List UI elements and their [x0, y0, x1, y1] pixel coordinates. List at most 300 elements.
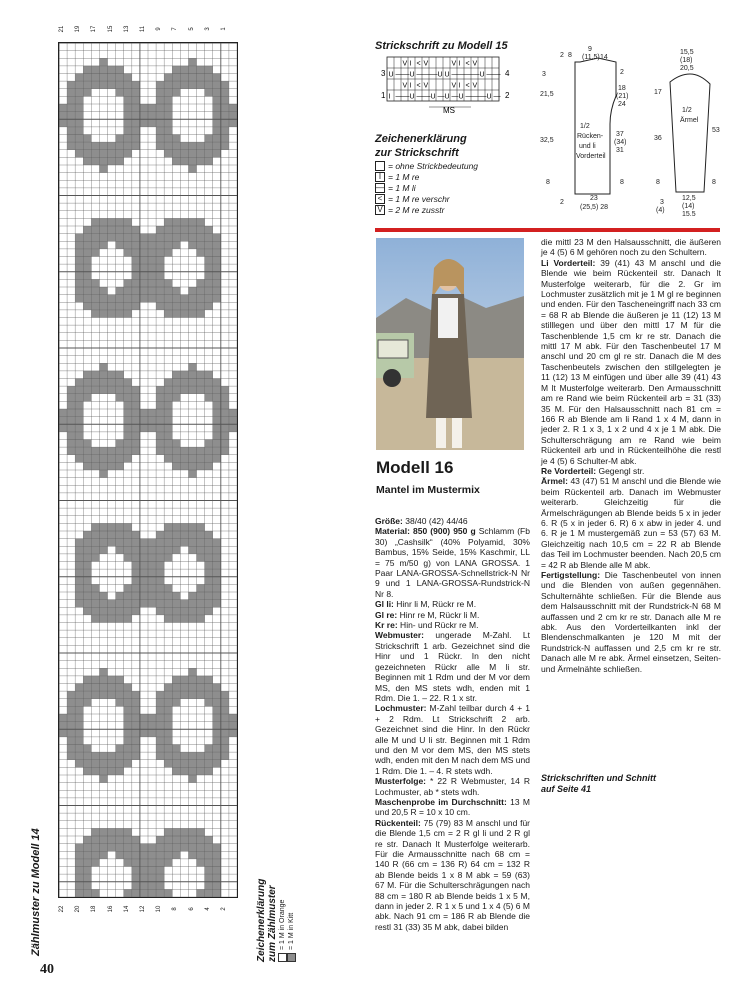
chart-cell-filled — [124, 279, 132, 287]
chart-cell-filled — [205, 462, 213, 470]
strick-symbol: V — [402, 60, 408, 68]
chart-cell-filled — [99, 607, 107, 615]
chart-cell-filled — [213, 447, 221, 455]
chart-cell-filled — [205, 562, 213, 570]
chart-cell-filled — [140, 851, 148, 859]
chart-cell-filled — [99, 851, 107, 859]
chart-cell-filled — [140, 257, 148, 265]
chart-cell-filled — [180, 684, 188, 692]
strick-legend-item-empty: = ohne Strickbedeutung — [375, 161, 535, 171]
svg-text:37: 37 — [616, 131, 624, 138]
chart-cell-filled — [99, 241, 107, 249]
chart-cell-filled — [75, 81, 83, 89]
chart-cell-filled — [116, 592, 124, 600]
chart-cell-filled — [124, 234, 132, 242]
chart-cell-filled — [108, 142, 116, 150]
chart-cell-filled — [221, 119, 229, 127]
chart-cell-filled — [156, 836, 164, 844]
chart-cell-filled — [116, 851, 124, 859]
chart-cell-filled — [164, 600, 172, 608]
chart-cell-filled — [140, 844, 148, 852]
chart-cell-filled — [116, 607, 124, 615]
svg-text:(18): (18) — [680, 57, 693, 64]
chart-cell-filled — [75, 241, 83, 249]
chart-cell-filled — [205, 844, 213, 852]
chart-cell-filled — [75, 706, 83, 714]
chart-cell-filled — [213, 539, 221, 547]
chart-cell-filled — [188, 836, 196, 844]
svg-text:12,5: 12,5 — [682, 195, 696, 202]
chart-cell-filled — [116, 600, 124, 608]
chart-cell-filled — [108, 539, 116, 547]
chart-cell-filled — [197, 607, 205, 615]
chart-cell-filled — [132, 706, 140, 714]
chart-cell-filled — [67, 424, 75, 432]
chart-cell-filled — [132, 882, 140, 890]
chart-cell-filled — [172, 241, 180, 249]
chart-cell-filled — [164, 546, 172, 554]
chart-cell-filled — [180, 74, 188, 82]
chart-cell-filled — [213, 882, 221, 890]
chart-cell-filled — [124, 600, 132, 608]
chart-cell-filled — [221, 135, 229, 143]
chart-cell-filled — [148, 264, 156, 272]
chart-cell-filled — [108, 600, 116, 608]
chart-cell-filled — [213, 417, 221, 425]
chart-cell-filled — [172, 74, 180, 82]
chart-cell-filled — [99, 386, 107, 394]
chart-cell-filled — [197, 226, 205, 234]
chart-cell-filled — [148, 577, 156, 585]
strick-legend-item-re: I = 1 M re — [375, 172, 535, 182]
chart-cell-filled — [67, 112, 75, 120]
chart-cell-filled — [83, 539, 91, 547]
chart-cell-filled — [67, 89, 75, 97]
chart-top-number: 19 — [75, 25, 82, 33]
chart-cell-filled — [164, 401, 172, 409]
chart-cell-filled — [197, 523, 205, 531]
chart-top-column-numbers — [58, 22, 238, 40]
chart-cell-filled — [75, 127, 83, 135]
model-title: Modell 16 — [376, 458, 454, 477]
chart-cell-filled — [75, 455, 83, 463]
chart-cell-filled — [83, 440, 91, 448]
chart-cell-filled — [213, 96, 221, 104]
chart-cell-filled — [221, 386, 229, 394]
chart-cell-filled — [164, 295, 172, 303]
chart-cell-filled — [205, 157, 213, 165]
chart-cell-filled — [164, 119, 172, 127]
chart-cell-filled — [172, 615, 180, 623]
chart-cell-filled — [91, 691, 99, 699]
strick-symbol: U — [444, 93, 450, 101]
chart-cell-filled — [140, 600, 148, 608]
chart-cell-filled — [124, 424, 132, 432]
chart-cell-filled — [83, 889, 91, 897]
chart-cell-filled — [221, 440, 229, 448]
chart-cell-filled — [156, 257, 164, 265]
chart-cell-filled — [116, 767, 124, 775]
chart-cell-filled — [213, 127, 221, 135]
chart-cell-filled — [229, 729, 237, 737]
chart-cell-filled — [180, 218, 188, 226]
chart-cell-filled — [140, 889, 148, 897]
chart-cell-filled — [132, 135, 140, 143]
chart-cell-filled — [156, 851, 164, 859]
chart-cell-filled — [75, 142, 83, 150]
chart-cell-filled — [229, 104, 237, 112]
chart-cell-filled — [116, 379, 124, 387]
chart-cell-filled — [221, 417, 229, 425]
chart-cell-filled — [124, 729, 132, 737]
chart-cell-filled — [205, 394, 213, 402]
chart-cell-filled — [124, 89, 132, 97]
svg-text:24: 24 — [618, 101, 626, 108]
chart-cell-filled — [180, 844, 188, 852]
chart-cell-filled — [213, 722, 221, 730]
chart-cell-filled — [213, 104, 221, 112]
chart-cell-filled — [75, 760, 83, 768]
chart-bottom-number: 18 — [91, 905, 98, 913]
chart-cell-filled — [205, 592, 213, 600]
chart-cell-filled — [213, 684, 221, 692]
svg-text:2: 2 — [620, 69, 624, 76]
chart-top-number: 7 — [172, 27, 179, 31]
chart-cell-filled — [83, 562, 91, 570]
chart-cell-filled — [99, 684, 107, 692]
chart-cell-filled — [229, 409, 237, 417]
chart-cell-filled — [172, 371, 180, 379]
chart-cell-filled — [164, 584, 172, 592]
chart-cell-filled — [99, 668, 107, 676]
chart-cell-filled — [156, 607, 164, 615]
chart-cell-filled — [140, 874, 148, 882]
chart-cell-filled — [221, 112, 229, 120]
chart-cell-filled — [75, 592, 83, 600]
svg-text:36: 36 — [654, 135, 662, 142]
chart-cell-filled — [91, 539, 99, 547]
chart-cell-filled — [148, 295, 156, 303]
chart-cell-filled — [172, 157, 180, 165]
chart-top-number: 11 — [139, 25, 146, 33]
chart-cell-filled — [188, 74, 196, 82]
chart-cell-filled — [124, 127, 132, 135]
para-aermel: Ärmel: 43 (47) 51 M anschl und die Blende wie beim Rückenteil arb. Danach im Webmuster weiterarb. Gleichzeitig für die Ärmelschrägungen ab Blende beids 5 x in jeder 6. R (5 x in jeder 6. R) 6 x abw in jeder 4. und 6. R je 1 M mustergemäß zun = 53 (57) 63 M. Gleichzeitig nach 10,5 cm = 22 R ab Blende das Teil im Lochmuster beenden. Nach 20,5 cm = 42 R ab Blende alle M abk. — [541, 476, 721, 570]
chart-cell-filled — [172, 760, 180, 768]
chart-cell-filled — [156, 142, 164, 150]
strick-symbol: I — [458, 60, 461, 68]
chart-cell-filled — [213, 851, 221, 859]
chart-cell-filled — [108, 371, 116, 379]
chart-cell-filled — [213, 432, 221, 440]
chart-cell-filled — [99, 226, 107, 234]
chart-cell-filled — [156, 234, 164, 242]
chart-cell-filled — [213, 554, 221, 562]
chart-cell-filled — [180, 379, 188, 387]
chart-cell-filled — [172, 546, 180, 554]
chart-cell-filled — [116, 234, 124, 242]
chart-cell-filled — [116, 142, 124, 150]
chart-cell-filled — [205, 287, 213, 295]
chart-cell-filled — [67, 722, 75, 730]
chart-cell-filled — [132, 584, 140, 592]
chart-cell-filled — [108, 676, 116, 684]
chart-cell-filled — [205, 699, 213, 707]
chart-cell-filled — [91, 844, 99, 852]
chart-cell-filled — [83, 66, 91, 74]
chart-cell-filled — [124, 394, 132, 402]
chart-cell-filled — [99, 218, 107, 226]
chart-cell-filled — [59, 409, 67, 417]
chart-cell-filled — [205, 440, 213, 448]
para-lochmuster: Lochmuster: M-Zahl teilbar durch 4 + 1 + 2 Rdm. Lt Strickschrift 2 arb. Gezeichnet sind die Hinr. In den Rückr alle M und U li str. Beginnen mit 1 Rdm und den M vor dem MS, den MS stets wdh, enden mit den M nach dem MS und 1 Rdm. Die 1. – 4. R stets wdh. — [375, 703, 530, 776]
chart-cell-filled — [221, 96, 229, 104]
chart-cell-filled — [83, 836, 91, 844]
chart-cell-filled — [108, 81, 116, 89]
chart-cell-filled — [59, 729, 67, 737]
chart-cell-filled — [83, 851, 91, 859]
chart-cell-filled — [108, 836, 116, 844]
strick-legend-item-zusstr: V = 2 M re zusstr — [375, 205, 535, 215]
chart-cell-filled — [140, 584, 148, 592]
chart-cell-filled — [124, 828, 132, 836]
svg-text:14: 14 — [600, 54, 608, 61]
chart-cell-filled — [59, 714, 67, 722]
chart-cell-filled — [83, 379, 91, 387]
chart-cell-filled — [67, 135, 75, 143]
chart-cell-filled — [213, 249, 221, 257]
chart-cell-filled — [124, 417, 132, 425]
chart-cell-filled — [91, 684, 99, 692]
chart-cell-filled — [164, 96, 172, 104]
chart-cell-filled — [229, 417, 237, 425]
chart-cell-filled — [91, 310, 99, 318]
chart-cell-filled — [140, 234, 148, 242]
chart-cell-filled — [156, 394, 164, 402]
chart-cell-filled — [108, 607, 116, 615]
chart-cell-filled — [229, 119, 237, 127]
chart-cell-filled — [124, 241, 132, 249]
chart-cell-filled — [124, 455, 132, 463]
chart-cell-filled — [83, 882, 91, 890]
chart-cell-filled — [59, 104, 67, 112]
chart-cell-filled — [132, 729, 140, 737]
chart-cell-filled — [197, 371, 205, 379]
chart-cell-filled — [99, 287, 107, 295]
chart-cell-filled — [67, 752, 75, 760]
chart-cell-filled — [75, 737, 83, 745]
chart-cell-filled — [148, 562, 156, 570]
chart-cell-filled — [197, 760, 205, 768]
chart-cell-filled — [124, 859, 132, 867]
chart-cell-filled — [124, 691, 132, 699]
chart-cell-filled — [91, 462, 99, 470]
para-rueckenteil: Rückenteil: 75 (79) 83 M anschl und für die Blende 1,5 cm = 2 R gl li und 2 R gl re str. Danach lt Musterfolge weiterarb. Für die Armausschnitte nach 68 cm = 140 R (66 cm = 136 R) 64 cm = 132 R ab Blende beids 1 x 8 M abk = 59 (63) 67 M. Für die Schulterschrägungen nach 88 cm = 180 R ab Blende beids 1 x 5 M, dann in jeder 2. R 1 x 5 und 1 x 4 (5) 6 M abk. Nach 91 cm = 186 R ab Blende die restl 31 (33) 35 M abk, dabei bilden — [375, 817, 530, 932]
chart-cell-filled — [148, 417, 156, 425]
chart-cell-filled — [197, 600, 205, 608]
strick-symbol: V — [423, 82, 429, 90]
chart-cell-filled — [156, 112, 164, 120]
chart-cell-filled — [164, 74, 172, 82]
chart-cell-filled — [99, 310, 107, 318]
chart-cell-filled — [156, 386, 164, 394]
chart-cell-filled — [83, 264, 91, 272]
chart-cell-filled — [124, 706, 132, 714]
chart-cell-filled — [75, 401, 83, 409]
chart-cell-filled — [91, 546, 99, 554]
chart-cell-filled — [180, 447, 188, 455]
chart-cell-filled — [164, 394, 172, 402]
chart-cell-filled — [188, 668, 196, 676]
chart-cell-filled — [213, 889, 221, 897]
chart-cell-filled — [108, 150, 116, 158]
chart-cell-filled — [116, 455, 124, 463]
svg-text:3: 3 — [542, 71, 546, 78]
chart-cell-filled — [197, 767, 205, 775]
chart-cell-filled — [148, 889, 156, 897]
svg-text:21,5: 21,5 — [540, 91, 554, 98]
chart-cell-filled — [75, 295, 83, 303]
chart-cell-filled — [75, 264, 83, 272]
chart-cell-filled — [213, 272, 221, 280]
strickschrift-title: Strickschrift zu Modell 15 — [375, 40, 508, 52]
strick-symbol: — — [472, 93, 480, 101]
chart-cell-filled — [188, 302, 196, 310]
chart-cell-filled — [75, 874, 83, 882]
chart-cell-filled — [116, 386, 124, 394]
chart-cell-filled — [99, 600, 107, 608]
chart-cell-filled — [164, 554, 172, 562]
chart-cell-filled — [180, 828, 188, 836]
chart-cell-filled — [197, 859, 205, 867]
chart-cell-filled — [156, 135, 164, 143]
strick-symbol: — — [430, 71, 438, 79]
svg-text:18: 18 — [618, 85, 626, 92]
chart-cell-filled — [164, 249, 172, 257]
chart-cell-filled — [67, 142, 75, 150]
chart-cell-filled — [116, 752, 124, 760]
chart-cell-filled — [75, 889, 83, 897]
chart-cell-filled — [140, 104, 148, 112]
chart-bottom-number: 4 — [204, 907, 211, 911]
chart-cell-filled — [124, 699, 132, 707]
chart-cell-filled — [164, 104, 172, 112]
chart-cell-filled — [99, 676, 107, 684]
chart-cell-filled — [188, 531, 196, 539]
chart-cell-filled — [116, 462, 124, 470]
strick-symbol: I — [388, 93, 391, 101]
chart-cell-filled — [213, 257, 221, 265]
chart-cell-filled — [148, 729, 156, 737]
chart-cell-filled — [67, 706, 75, 714]
chart-cell-filled — [83, 867, 91, 875]
chart-cell-filled — [99, 234, 107, 242]
chart-cell-filled — [83, 287, 91, 295]
chart-cell-filled — [221, 89, 229, 97]
chart-cell-filled — [172, 836, 180, 844]
chart-cell-filled — [108, 218, 116, 226]
ref-line-2: auf Seite 41 — [541, 784, 592, 794]
strick-symbol: — — [395, 71, 403, 79]
chart-cell-filled — [148, 249, 156, 257]
chart-cell-filled — [124, 851, 132, 859]
chart-cell-filled — [83, 241, 91, 249]
svg-text:Vorderteil: Vorderteil — [576, 153, 606, 160]
chart-cell-filled — [83, 607, 91, 615]
chart-cell-filled — [132, 386, 140, 394]
chart-cell-filled — [188, 684, 196, 692]
chart-cell-filled — [99, 363, 107, 371]
chart-cell-filled — [172, 607, 180, 615]
chart-cell-filled — [205, 546, 213, 554]
chart-cell-filled — [132, 844, 140, 852]
chart-cell-filled — [91, 279, 99, 287]
chart-cell-filled — [83, 531, 91, 539]
chart-cell-filled — [205, 150, 213, 158]
chart-cell-filled — [148, 851, 156, 859]
chart-cell-filled — [188, 546, 196, 554]
chart-cell-filled — [116, 531, 124, 539]
chart-cell-filled — [108, 74, 116, 82]
strick-symbol: I — [409, 82, 412, 90]
chart-cell-filled — [132, 745, 140, 753]
chart-cell-filled — [124, 386, 132, 394]
chart-cell-filled — [197, 684, 205, 692]
chart-cell-filled — [108, 828, 116, 836]
chart-cell-filled — [188, 691, 196, 699]
chart-cell-filled — [124, 96, 132, 104]
chart-cell-filled — [83, 874, 91, 882]
chart-cell-filled — [205, 767, 213, 775]
chart-cell-filled — [99, 828, 107, 836]
chart-cell-filled — [108, 310, 116, 318]
chart-cell-filled — [132, 569, 140, 577]
chart-cell-filled — [83, 272, 91, 280]
chart-cell-filled — [164, 112, 172, 120]
chart-cell-filled — [116, 150, 124, 158]
chart-cell-filled — [116, 89, 124, 97]
chart-cell-filled — [164, 379, 172, 387]
chart-cell-filled — [197, 447, 205, 455]
chart-cell-filled — [99, 523, 107, 531]
chart-cell-filled — [83, 455, 91, 463]
chart-cell-filled — [188, 615, 196, 623]
chart-cell-filled — [180, 234, 188, 242]
chart-cell-filled — [124, 737, 132, 745]
chart-cell-filled — [124, 295, 132, 303]
chart-cell-filled — [221, 729, 229, 737]
chart-cell-filled — [75, 287, 83, 295]
strick-symbol: — — [465, 71, 473, 79]
chart-cell-filled — [83, 234, 91, 242]
chart-cell-filled — [172, 142, 180, 150]
chart-cell-filled — [205, 745, 213, 753]
chart-cell-filled — [99, 844, 107, 852]
chart-cell-filled — [124, 150, 132, 158]
chart-cell-filled — [116, 440, 124, 448]
strick-symbol: V — [423, 60, 429, 68]
chart-cell-filled — [116, 241, 124, 249]
chart-cell-filled — [156, 104, 164, 112]
chart-cell-filled — [83, 577, 91, 585]
chart-cell-filled — [140, 409, 148, 417]
chart-bottom-number: 6 — [188, 907, 195, 911]
chart-cell-filled — [99, 165, 107, 173]
chart-cell-filled — [164, 737, 172, 745]
chart-bottom-column-numbers — [58, 902, 238, 920]
chart-cell-filled — [213, 440, 221, 448]
counting-chart-grid — [58, 42, 238, 898]
